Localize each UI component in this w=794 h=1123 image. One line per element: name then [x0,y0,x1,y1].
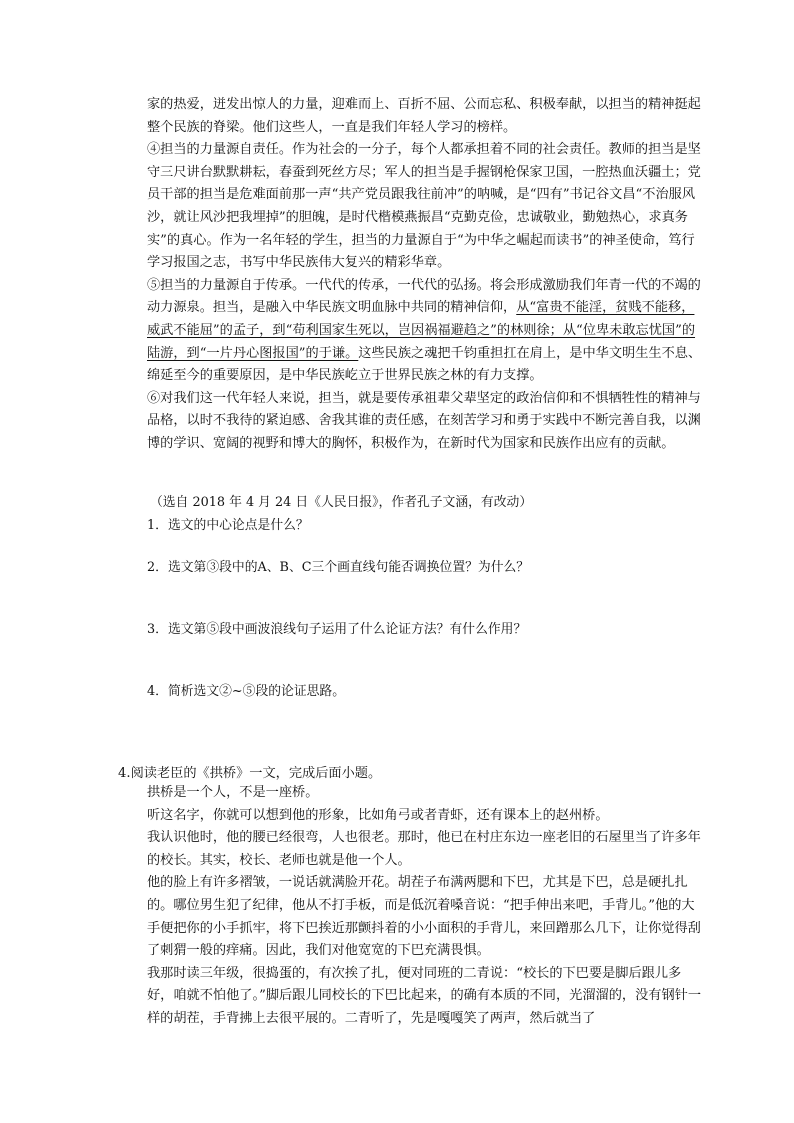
question-3: 3．选文第⑤段中画波浪线句子运用了什么论证方法？有什么作用？ [147,622,527,637]
story-paragraph: 我那时读三年级，很捣蛋的，有次挨了扎，便对同班的二青说：“校长的下巴要是脚后跟儿多好，咱就不怕他了。”脚后跟儿同校长的下巴比起来，的确有本质的不同，光溜溜的，没有钢针一样的胡茬，手背拂上去很平展的。二青听了，先是嘎嘎笑了两声，然后就当了 [147,965,702,1026]
story-paragraph: 听这名字，你就可以想到他的形象，比如角弓或者青虾，还有课本上的赵州桥。 [147,807,609,823]
story-paragraph: 拱桥是一个人，不是一座桥。 [147,785,319,800]
paragraph-5-text-b: 这些民族之魂把千钧重担扛在肩上，是中华文明生生不息、绵延至今的重要原因，是中华民族屹立于世界民族之林的有力支撑。 [147,345,702,384]
question-1: 1．选文的中心论点是什么？ [147,518,309,533]
question-2: 2．选文第③段中的A、B、C三个画直线句能否调换位置？为什么？ [147,560,530,575]
source-note: （选自 2018 年 4 月 24 日《人民日报》，作者孔子文涵，有改动） [150,495,533,510]
wavy-underlined-sentence: 从“富贵不能淫，贫贱不能移，威武不能屈”的孟子，到“苟利国家生死以，岂因祸福避趋之”的林则徐；从“位卑未敢忘忧国”的陆游，到“一片丹心图报国”的于谦。 [147,300,696,361]
essay-body [147,94,707,456]
section-4-heading: 4.阅读老臣的《拱桥》一文，完成后面小题。 [118,766,382,781]
story-paragraph: 他的脸上有许多褶皱，一说话就满脸开花。胡茬子布满两腮和下巴，尤其是下巴，总是硬扎扎的。哪位男生犯了纪律，他从不打手板，而是低沉着嗓音说：“把手伸出来吧，手背儿。”他的大手便把你的小手抓牢，将下巴挨近那颤抖着的小小面积的手背儿，来回蹭那么几下，让你觉得刮了刺猬一般的痒痛。因此，我们对他宽宽的下巴充满畏惧。 [147,875,701,959]
story-body [147,782,707,1031]
paragraph-3-tail: 家的热爱，迸发出惊人的力量，迎难而上、百折不屈、公而忘私、积极奉献，以担当的精神挺起整个民族的脊梁。他们这些人，一直是我们年轻人学习的榜样。 [147,97,701,135]
question-4: 4．简析选文②~⑤段的论证思路。 [147,684,346,699]
paragraph-6: ⑥对我们这一代年轻人来说，担当，就是要传承祖辈父辈坚定的政治信仰和不惧牺牲性的精神与品格，以时不我待的紧迫感、舍我其谁的责任感，在刻苦学习和勇于实践中不断完善自我，以渊博的学识、宽阔的视野和博大的胸怀，积极作为，在新时代为国家和民族作出应有的贡献。 [147,390,701,451]
story-paragraph: 我认识他时，他的腰已经很弯，人也很老。那时，他已在村庄东边一座老旧的石屋里当了许多年的校长。其实，校长、老师也就是他一个人。 [147,830,701,868]
paragraph-4: ④担当的力量源自责任。作为社会的一分子，每个人都承担着不同的社会责任。教师的担当是坚守三尺讲台默默耕耘，春蚕到死丝方尽；军人的担当是手握钢枪保家卫国，一腔热血沃疆土；党员干部的担当是危难面前那一声“共产党员跟我往前冲”的呐喊，是“四有”书记谷文昌“不治服风沙，就让风沙把我埋掉”的胆魄，是时代楷模燕振昌“克勤克俭，忠诚敬业，勤勉热心，求真务实”的真心。作为一名年轻的学生，担当的力量源自于“为中华之崛起而读书”的神圣使命，笃行学习报国之志，书写中华民族伟大复兴的精彩华章。 [147,142,701,271]
paragraph-5-text-a: ⑤担当的力量源自于传承。一代代的传承，一代代的弘扬。将会形成激励我们年青一代的不竭的动力源泉。担当，是融入中华民族文明血脉中共同的精神信仰， [147,277,701,316]
paragraph-5 [147,275,707,388]
